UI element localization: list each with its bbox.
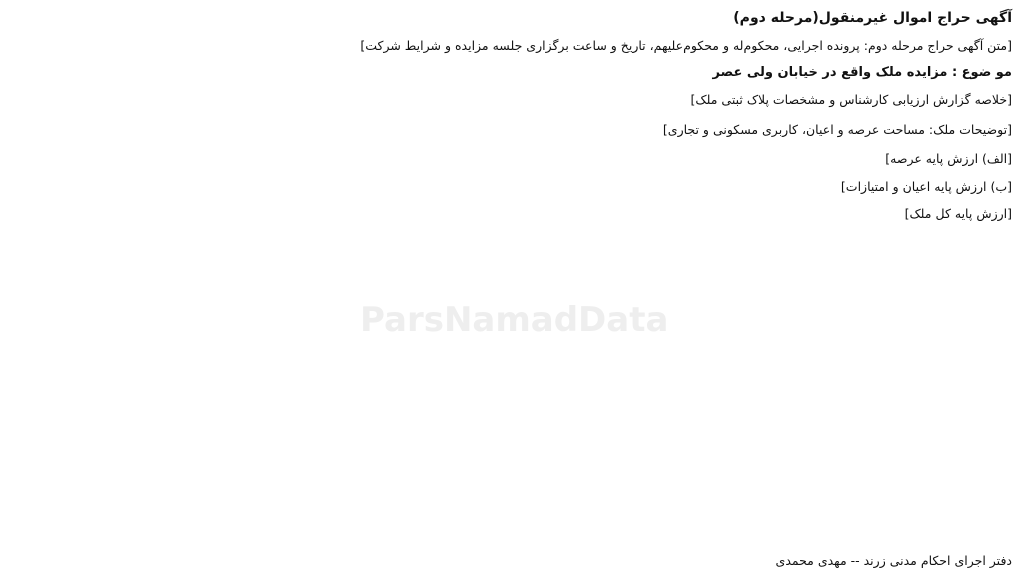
item-a-land: [الف) ارزش پایه عرصه]	[885, 151, 1012, 167]
total-value: [ارزش پایه کل ملک]	[904, 205, 1012, 221]
subject-heading: مو ضوع : مزایده ملک واقع در خیابان ولی عصر	[712, 65, 1012, 81]
watermark: ParsNamadData	[360, 300, 669, 340]
property-description-paragraph: [توضیحات ملک: مساحت عرصه و اعیان، کاربری مسکونی و تجاری]	[662, 121, 1012, 137]
intro-paragraph: [متن آگهی حراج مرحله دوم: پرونده اجرایی، محکوم‌له و محکوم‌علیهم، تاریخ و ساعت برگزاری جلسه مزایده و شرایط شرکت]	[360, 38, 1012, 53]
expert-report-paragraph: [خلاصه گزارش ارزیابی کارشناس و مشخصات پلاک ثبتی ملک]	[690, 92, 1012, 108]
issuer-signature: دفتر اجرای احکام مدنی زرند -- مهدی محمدی	[775, 553, 1012, 568]
item-b-building: [ب) ارزش پایه اعیان و امتیازات]	[840, 178, 1012, 194]
notice-title: آگهی حراج اموال غیرمنقول(مرحله دوم)	[733, 10, 1012, 26]
